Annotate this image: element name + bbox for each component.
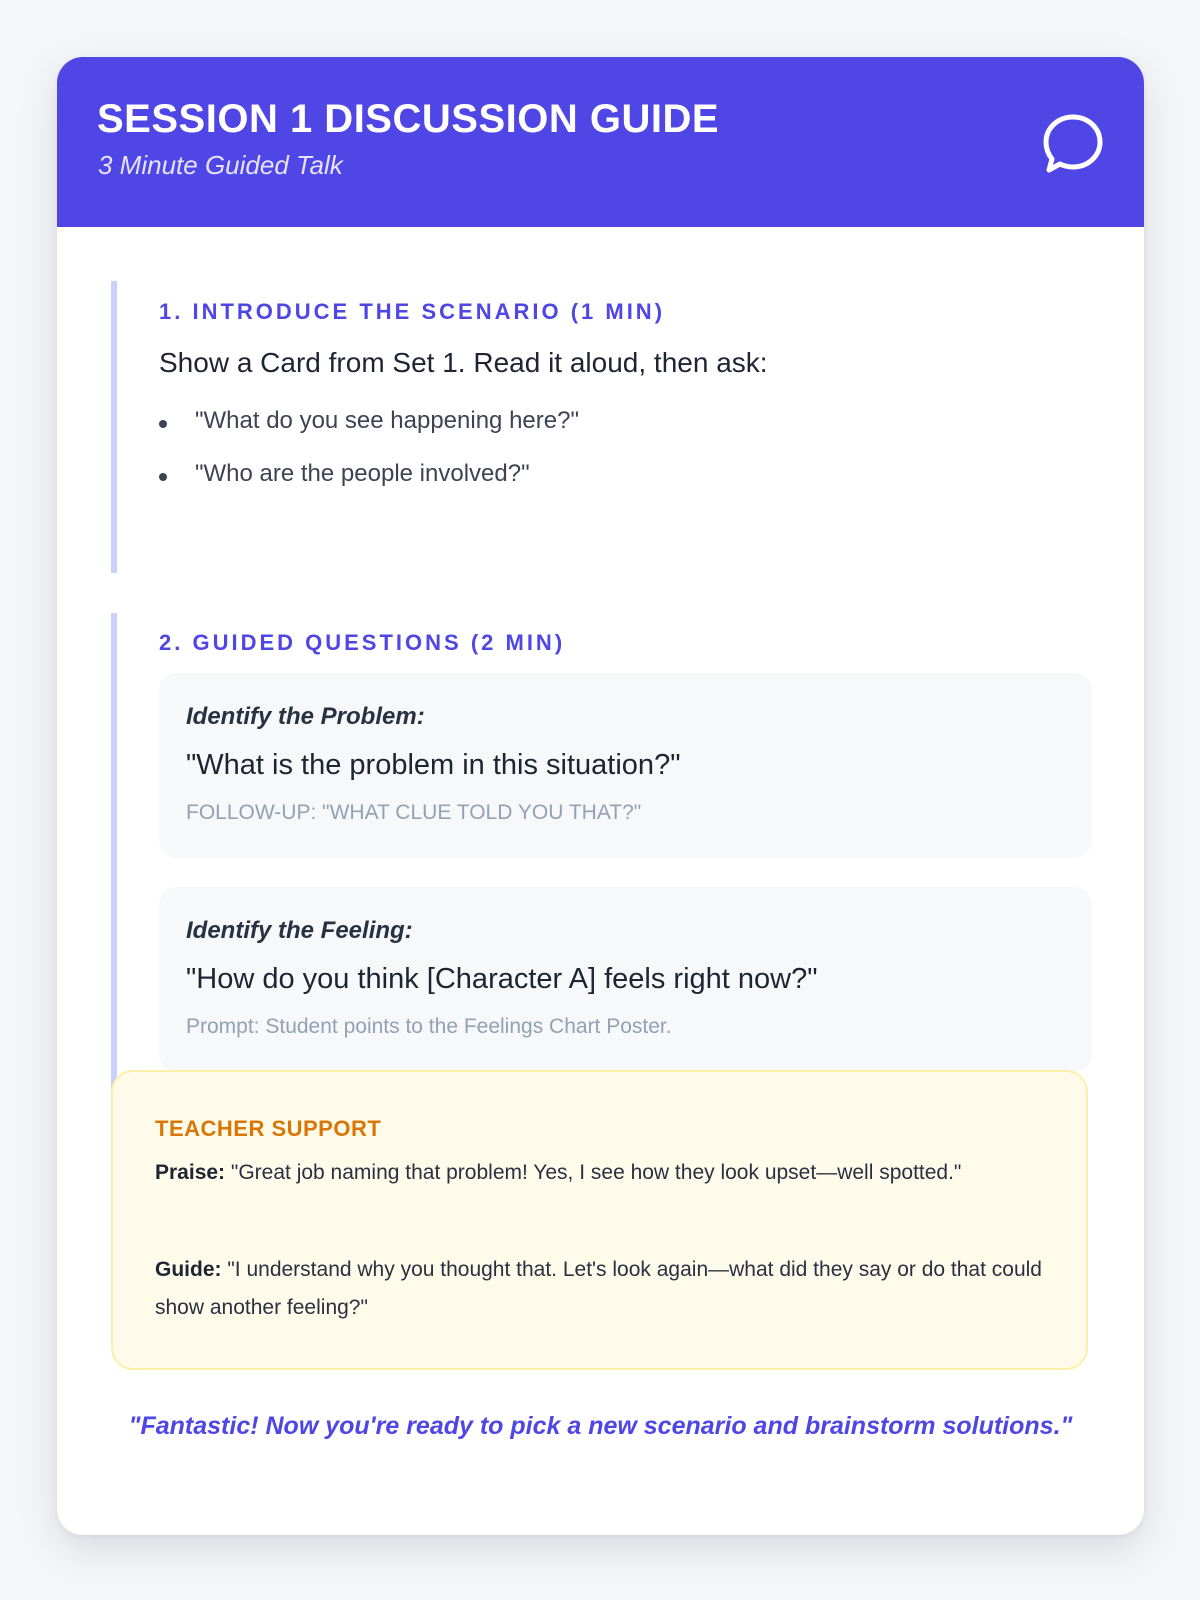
question-list (159, 407, 579, 513)
question-label: Identify the Problem: (186, 703, 425, 730)
question-card-feeling (159, 887, 1092, 1072)
closing-quote: "Fantastic! Now you're ready to pick a new scenario and brainstorm solutions." (128, 1412, 1073, 1440)
section-heading: 2. GUIDED QUESTIONS (2 MIN) (159, 630, 566, 655)
guide-text: "I understand why you thought that. Let's look again—what did they say or do that could show another feeling?" (155, 1258, 1042, 1319)
list-item (159, 407, 579, 460)
list-item-text: "What do you see happening here?" (195, 407, 579, 434)
section-intro-text: Show a Card from Set 1. Read it aloud, then ask: (159, 347, 768, 378)
section-guided-questions (111, 613, 1117, 1098)
question-followup: Prompt: Student points to the Feelings Chart Poster. (186, 1015, 672, 1038)
question-text: "What is the problem in this situation?" (186, 749, 681, 781)
question-label: Identify the Feeling: (186, 917, 413, 944)
page-subtitle: 3 Minute Guided Talk (98, 150, 343, 180)
guide-label: Guide: (155, 1258, 222, 1281)
guide-paragraph (155, 1251, 1055, 1327)
list-item (159, 460, 579, 513)
question-card-problem (159, 673, 1092, 858)
praise-text: "Great job naming that problem! Yes, I see how they look upset—well spotted." (230, 1161, 962, 1184)
question-followup: FOLLOW-UP: "WHAT CLUE TOLD YOU THAT?" (186, 801, 642, 824)
page-title: SESSION 1 DISCUSSION GUIDE (97, 97, 720, 141)
chat-bubble-icon (1038, 109, 1108, 179)
praise-label: Praise: (155, 1161, 226, 1184)
praise-paragraph (155, 1154, 1055, 1192)
section-introduce-scenario (111, 281, 1117, 573)
discussion-guide-card (57, 57, 1144, 1535)
teacher-support-box (111, 1070, 1088, 1370)
bullet-icon (159, 473, 167, 481)
card-header (57, 57, 1144, 227)
list-item-text: "Who are the people involved?" (195, 460, 530, 487)
support-heading: TEACHER SUPPORT (155, 1116, 382, 1141)
bullet-icon (159, 420, 167, 428)
question-text: "How do you think [Character A] feels right now?" (186, 963, 818, 995)
section-heading: 1. INTRODUCE THE SCENARIO (1 MIN) (159, 299, 666, 324)
